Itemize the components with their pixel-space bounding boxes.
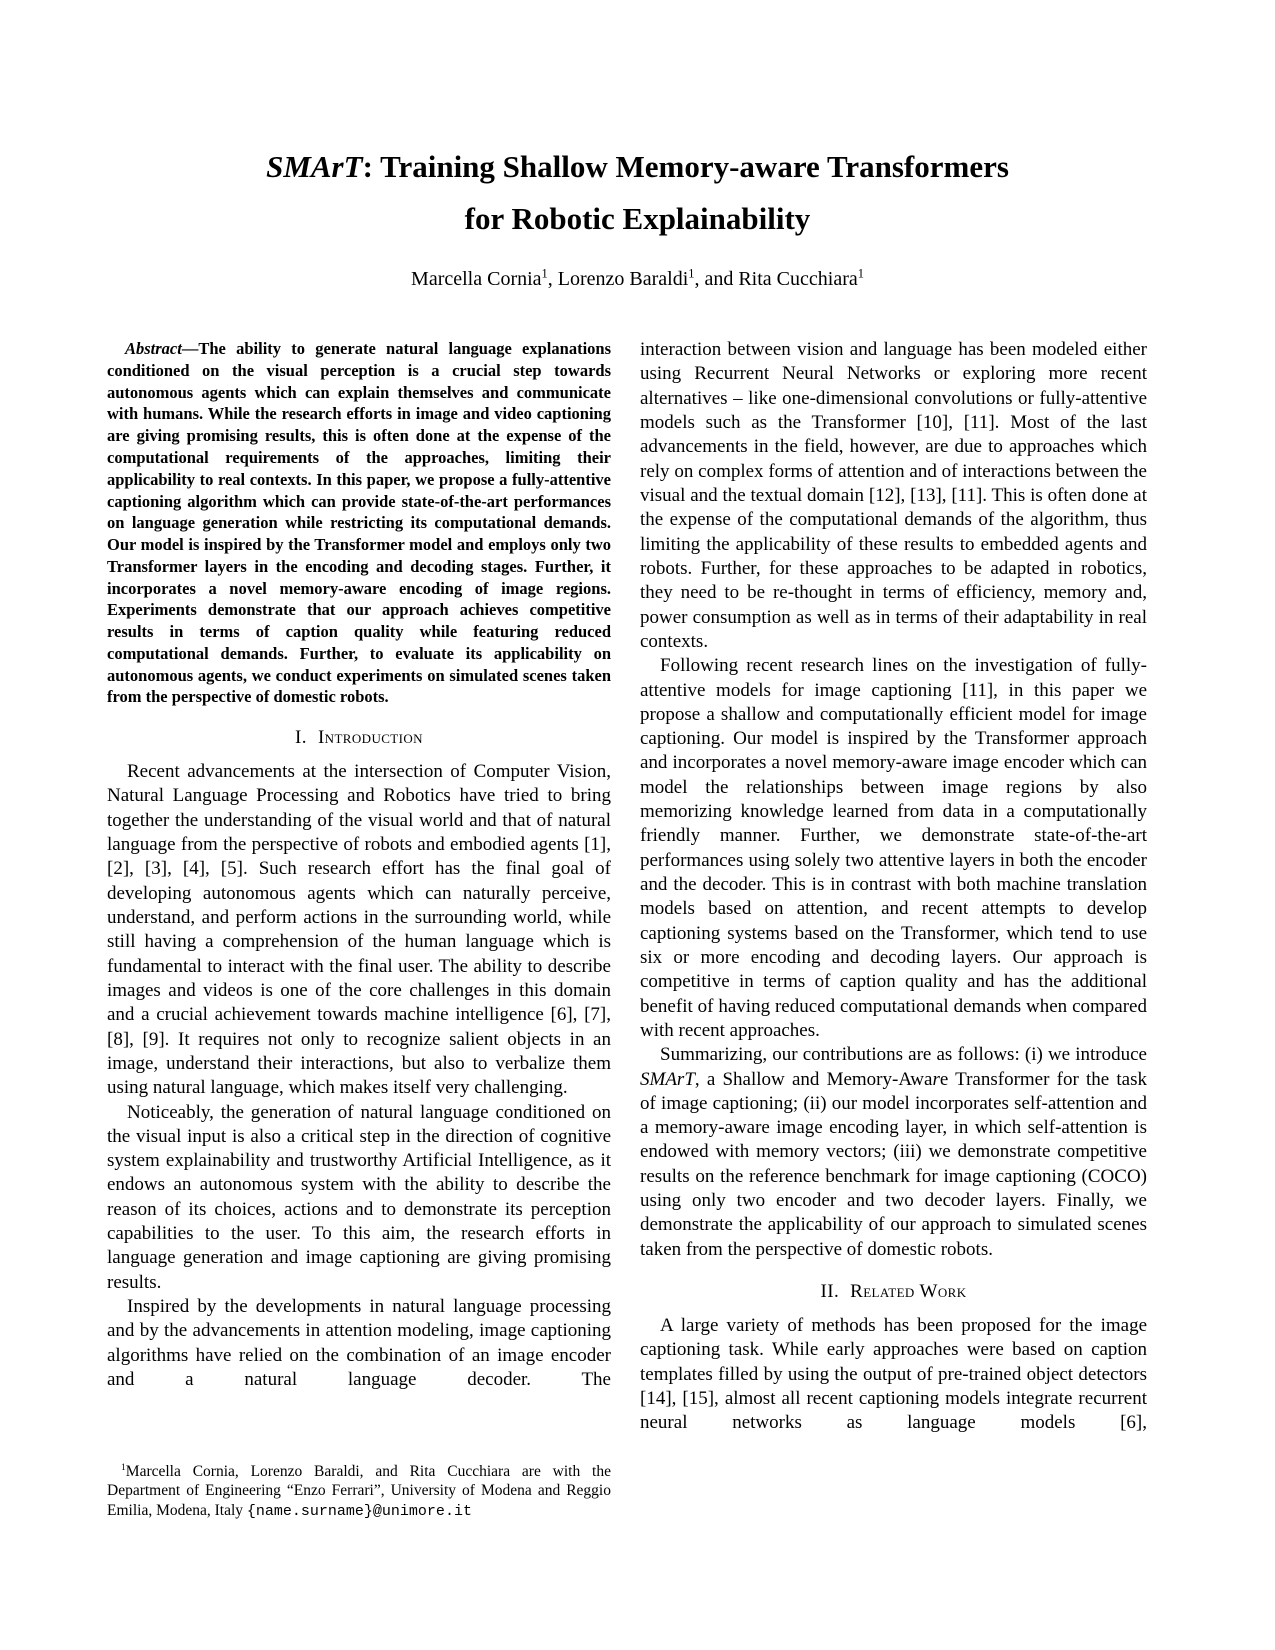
section-heading-introduction: [107, 727, 611, 749]
body-paragraph: A large variety of methods has been proposed for the image captioning task. While early approaches were based on caption templates filled by using the output of pre-trained object detectors [14], [15], almost all recent captioning models integrate recurrent neural networks as language models [6],: [640, 1315, 1147, 1434]
left-column: [107, 338, 611, 1573]
title-line-1-rest: : Training Shallow Memory-aware Transformers: [362, 149, 1009, 184]
contrib-italic-r: r: [932, 1068, 940, 1090]
contrib-acronym: SMArT: [640, 1068, 695, 1090]
author-affiliation-mark: 1: [857, 266, 864, 281]
title-line-2: for Robotic Explainability: [464, 201, 811, 237]
abstract-label: Abstract: [125, 339, 182, 359]
author-affiliation-mark: 1: [688, 266, 695, 281]
body-paragraph: Recent advancements at the intersection of Computer Vision, Natural Language Processing and Robotics have tried to bring together the understanding of the visual world and that of natural language from the perspective of robots and embodied agents [1], [2], [3], [4], [5]. Such research effort has the final goal of developing autonomous agents which can naturally perceive, understand, and perform actions in the surrounding world, while still having a comprehension of the human language which is fundamental to interact with the final user. The ability to describe images and videos is one of the core challenges in this domain and a crucial achievement towards machine intelligence [6], [7], [8], [9]. It requires not only to recognize salient objects in an image, understand their interactions, but also to verbalize them using natural language, which makes itself very challenging.: [107, 761, 611, 1099]
abstract: [107, 338, 611, 708]
authors-separator: ,: [547, 268, 558, 291]
footnote-mark: 1: [121, 1461, 126, 1473]
body-paragraph: interaction between vision and language has been modeled either using Recurrent Neural Networks or exploring more recent alternatives – like one-dimensional convolutions or fully-attentive models such as the Transformer [10], [11]. Most of the last advancements in the field, however, are due to approaches which rely on complex forms of attention and of interactions between the visual and the textual domain [12], [13], [11]. This is often done at the expense of the computational demands of the algorithm, thus limiting the applicability of these results to embedded agents and robots. Further, for these approaches to be adapted in robotics, they need to be re-thought in terms of efficiency, memory and, power consumption as well as in terms of their adaptability in real contexts.: [640, 339, 1147, 652]
section-title: Related Work: [850, 1281, 967, 1303]
footnote-email: {name.surname}@unimore.it: [246, 1503, 472, 1521]
authors-separator: , and: [694, 268, 739, 291]
author-name: Lorenzo Baraldi: [557, 268, 689, 291]
contrib-run: e Transformer for the task of image captioning; (ii) our model incorporates self-attention and a memory-aware image encoding layer, in which self-attention is endowed with memory vectors; (iii) we demonstrate competitive results on the reference benchmark for image captioning (COCO) using only two encoder and two decoder layers. Finally, we demonstrate the applicability of our approach to simulated scenes taken from the perspective of domestic robots.: [640, 1068, 1147, 1260]
author-name: Rita Cucchiara: [738, 268, 858, 291]
body-paragraph: Inspired by the developments in natural language processing and by the advancements in attention modeling, image captioning algorithms have relied on the combination of an image encoder and a natural language decoder. The: [107, 1296, 611, 1390]
authors-line: [0, 268, 1275, 291]
contrib-run: Summarizing, our contributions are as follows: (i) we introduce: [660, 1044, 1147, 1066]
right-column: [640, 338, 1147, 1573]
paper-title: [0, 141, 1275, 245]
author-name: Marcella Cornia: [411, 268, 542, 291]
title-acronym: SMArT: [266, 149, 363, 184]
author-footnote: [107, 1462, 611, 1521]
section-title: Introduction: [317, 727, 423, 749]
body-paragraph-contributions: [640, 1043, 1147, 1262]
body-paragraph: Noticeably, the generation of natural language conditioned on the visual input is also a critical step in the direction of cognitive system explainability and trustworthy Artificial Intelligence, as it endows an autonomous system with the ability to describe the reason of its choices, actions and to demonstrate its perception capabilities to the user. To this aim, the research efforts in language generation and image captioning are giving promising results.: [107, 1101, 611, 1293]
contrib-run: , a Shallow and Memory-Awa: [694, 1068, 933, 1090]
section-heading-related-work: [640, 1281, 1147, 1303]
footnote-text: Marcella Cornia, Lorenzo Baraldi, and Rita Cucchiara are with the Department of Engineering “Enzo Ferrari”, University of Modena and Reggio Emilia, Modena, Italy: [107, 1462, 611, 1520]
author-affiliation-mark: 1: [541, 266, 548, 281]
section-numeral: I.: [295, 727, 307, 749]
title-line-1: [266, 149, 1009, 184]
two-column-body: [107, 338, 1147, 1573]
abstract-body: —The ability to generate natural language explanations conditioned on the visual perception is a crucial step towards autonomous agents which can explain themselves and communicate with humans. While the research efforts in image and video captioning are giving promising results, this is often done at the expense of the computational requirements of the approaches, limiting their applicability to real contexts. In this paper, we propose a fully-attentive captioning algorithm which can provide state-of-the-art performances on language generation while restricting its computational demands. Our model is inspired by the Transformer model and employs only two Transformer layers in the encoding and decoding stages. Further, it incorporates a novel memory-aware encoding of image regions. Experiments demonstrate that our approach achieves competitive results in terms of caption quality while featuring reduced computational demands. Further, to evaluate its applicability on autonomous agents, we conduct experiments on simulated scenes taken from the perspective of domestic robots.: [107, 339, 611, 707]
section-numeral: II.: [820, 1281, 840, 1303]
body-paragraph: Following recent research lines on the investigation of fully-attentive models for image captioning [11], in this paper we propose a shallow and computationally efficient model for image captioning. Our model is inspired by the Transformer approach and incorporates a novel memory-aware image encoder which can model the relationships between image regions by also memorizing knowledge learned from data in a computationally friendly manner. Further, we demonstrate state-of-the-art performances using solely two attentive layers in both the encoder and the decoder. This is in contrast with both machine translation models based on attention, and recent attempts to develop captioning systems based on the Transformer, which tend to use six or more encoding and decoding layers. Our approach is competitive in terms of caption quality and has the additional benefit of having reduced computational demands when compared with recent approaches.: [640, 655, 1147, 1041]
